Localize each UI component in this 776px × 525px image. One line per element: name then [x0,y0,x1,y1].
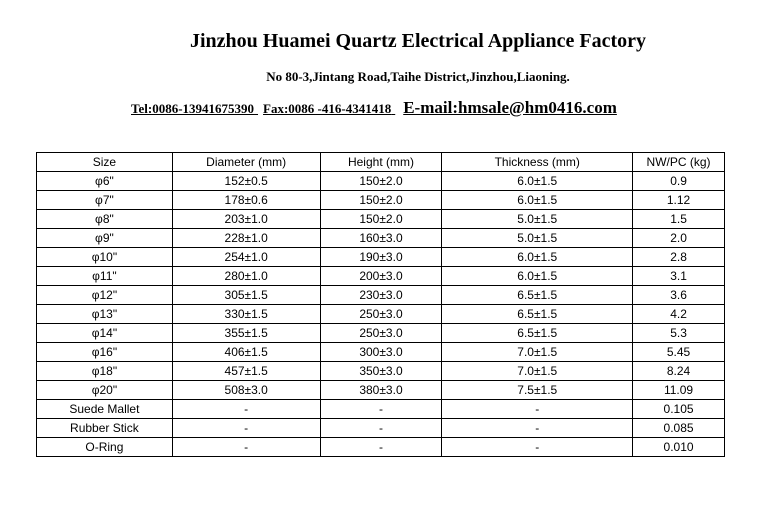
cell-weight: 1.12 [633,191,725,210]
table-row [37,362,725,381]
cell-diameter: 508±3.0 [172,381,320,400]
cell-thickness: - [442,438,633,457]
table-row [37,305,725,324]
fax-number: Fax:0086 -416-4341418 [263,101,392,116]
cell-thickness: 7.0±1.5 [442,362,633,381]
cell-size: Suede Mallet [37,400,173,419]
cell-size: φ13" [37,305,173,324]
cell-diameter: 280±1.0 [172,267,320,286]
cell-height: 230±3.0 [320,286,442,305]
column-header-height: Height (mm) [320,153,442,172]
table-row [37,400,725,419]
cell-thickness: 6.0±1.5 [442,248,633,267]
cell-weight: 2.0 [633,229,725,248]
cell-size: φ7" [37,191,173,210]
cell-height: 250±3.0 [320,305,442,324]
table-header-row [37,153,725,172]
cell-size: φ8" [37,210,173,229]
specification-table [36,152,725,457]
cell-thickness: 6.5±1.5 [442,324,633,343]
column-header-diameter: Diameter (mm) [172,153,320,172]
cell-thickness: 7.5±1.5 [442,381,633,400]
cell-diameter: 254±1.0 [172,248,320,267]
table-row [37,438,725,457]
cell-thickness: - [442,419,633,438]
cell-diameter: 178±0.6 [172,191,320,210]
cell-weight: 5.45 [633,343,725,362]
cell-height: 200±3.0 [320,267,442,286]
cell-height: 150±2.0 [320,191,442,210]
cell-diameter: - [172,400,320,419]
cell-weight: 3.1 [633,267,725,286]
cell-size: φ14" [37,324,173,343]
cell-weight: 8.24 [633,362,725,381]
cell-height: - [320,400,442,419]
column-header-thickness: Thickness (mm) [442,153,633,172]
cell-size: φ16" [37,343,173,362]
cell-weight: 0.9 [633,172,725,191]
cell-diameter: 203±1.0 [172,210,320,229]
cell-diameter: 152±0.5 [172,172,320,191]
cell-weight: 3.6 [633,286,725,305]
phone-number: Tel:0086-13941675390 [131,101,255,116]
cell-diameter: 355±1.5 [172,324,320,343]
cell-thickness: 6.5±1.5 [442,286,633,305]
cell-diameter: - [172,419,320,438]
company-title: Jinzhou Huamei Quartz Electrical Appliance Factory [189,30,647,52]
cell-height: 350±3.0 [320,362,442,381]
table-row [37,419,725,438]
cell-size: Rubber Stick [37,419,173,438]
cell-weight: 0.085 [633,419,725,438]
cell-height: 380±3.0 [320,381,442,400]
cell-height: 150±2.0 [320,210,442,229]
cell-thickness: 7.0±1.5 [442,343,633,362]
cell-thickness: 5.0±1.5 [442,210,633,229]
table-row [37,229,725,248]
cell-height: - [320,438,442,457]
contact-line [131,98,617,118]
cell-thickness: 6.0±1.5 [442,172,633,191]
cell-weight: 4.2 [633,305,725,324]
column-header-weight: NW/PC (kg) [633,153,725,172]
cell-height: 250±3.0 [320,324,442,343]
table-row [37,191,725,210]
cell-diameter: 305±1.5 [172,286,320,305]
cell-diameter: - [172,438,320,457]
cell-diameter: 228±1.0 [172,229,320,248]
cell-size: φ11" [37,267,173,286]
cell-size: φ20" [37,381,173,400]
table-body [37,172,725,457]
cell-height: 160±3.0 [320,229,442,248]
table-row [37,248,725,267]
cell-diameter: 406±1.5 [172,343,320,362]
column-header-size: Size [37,153,173,172]
cell-thickness: 6.0±1.5 [442,267,633,286]
cell-weight: 1.5 [633,210,725,229]
cell-height: - [320,419,442,438]
table-row [37,286,725,305]
cell-thickness: - [442,400,633,419]
cell-thickness: 5.0±1.5 [442,229,633,248]
cell-height: 190±3.0 [320,248,442,267]
table-row [37,381,725,400]
table-row [37,343,725,362]
cell-diameter: 330±1.5 [172,305,320,324]
cell-weight: 0.010 [633,438,725,457]
cell-thickness: 6.5±1.5 [442,305,633,324]
email-address: E-mail:hmsale@hm0416.com [403,98,617,117]
cell-size: φ10" [37,248,173,267]
cell-weight: 0.105 [633,400,725,419]
cell-height: 300±3.0 [320,343,442,362]
cell-weight: 5.3 [633,324,725,343]
company-address: No 80-3,Jintang Road,Taihe District,Jinzhou,Liaoning. [266,69,570,84]
cell-height: 150±2.0 [320,172,442,191]
cell-weight: 11.09 [633,381,725,400]
cell-size: φ9" [37,229,173,248]
cell-weight: 2.8 [633,248,725,267]
cell-thickness: 6.0±1.5 [442,191,633,210]
table-row [37,324,725,343]
cell-diameter: 457±1.5 [172,362,320,381]
cell-size: φ6" [37,172,173,191]
table-row [37,210,725,229]
cell-size: φ18" [37,362,173,381]
cell-size: φ12" [37,286,173,305]
cell-size: O-Ring [37,438,173,457]
table-row [37,267,725,286]
table-row [37,172,725,191]
